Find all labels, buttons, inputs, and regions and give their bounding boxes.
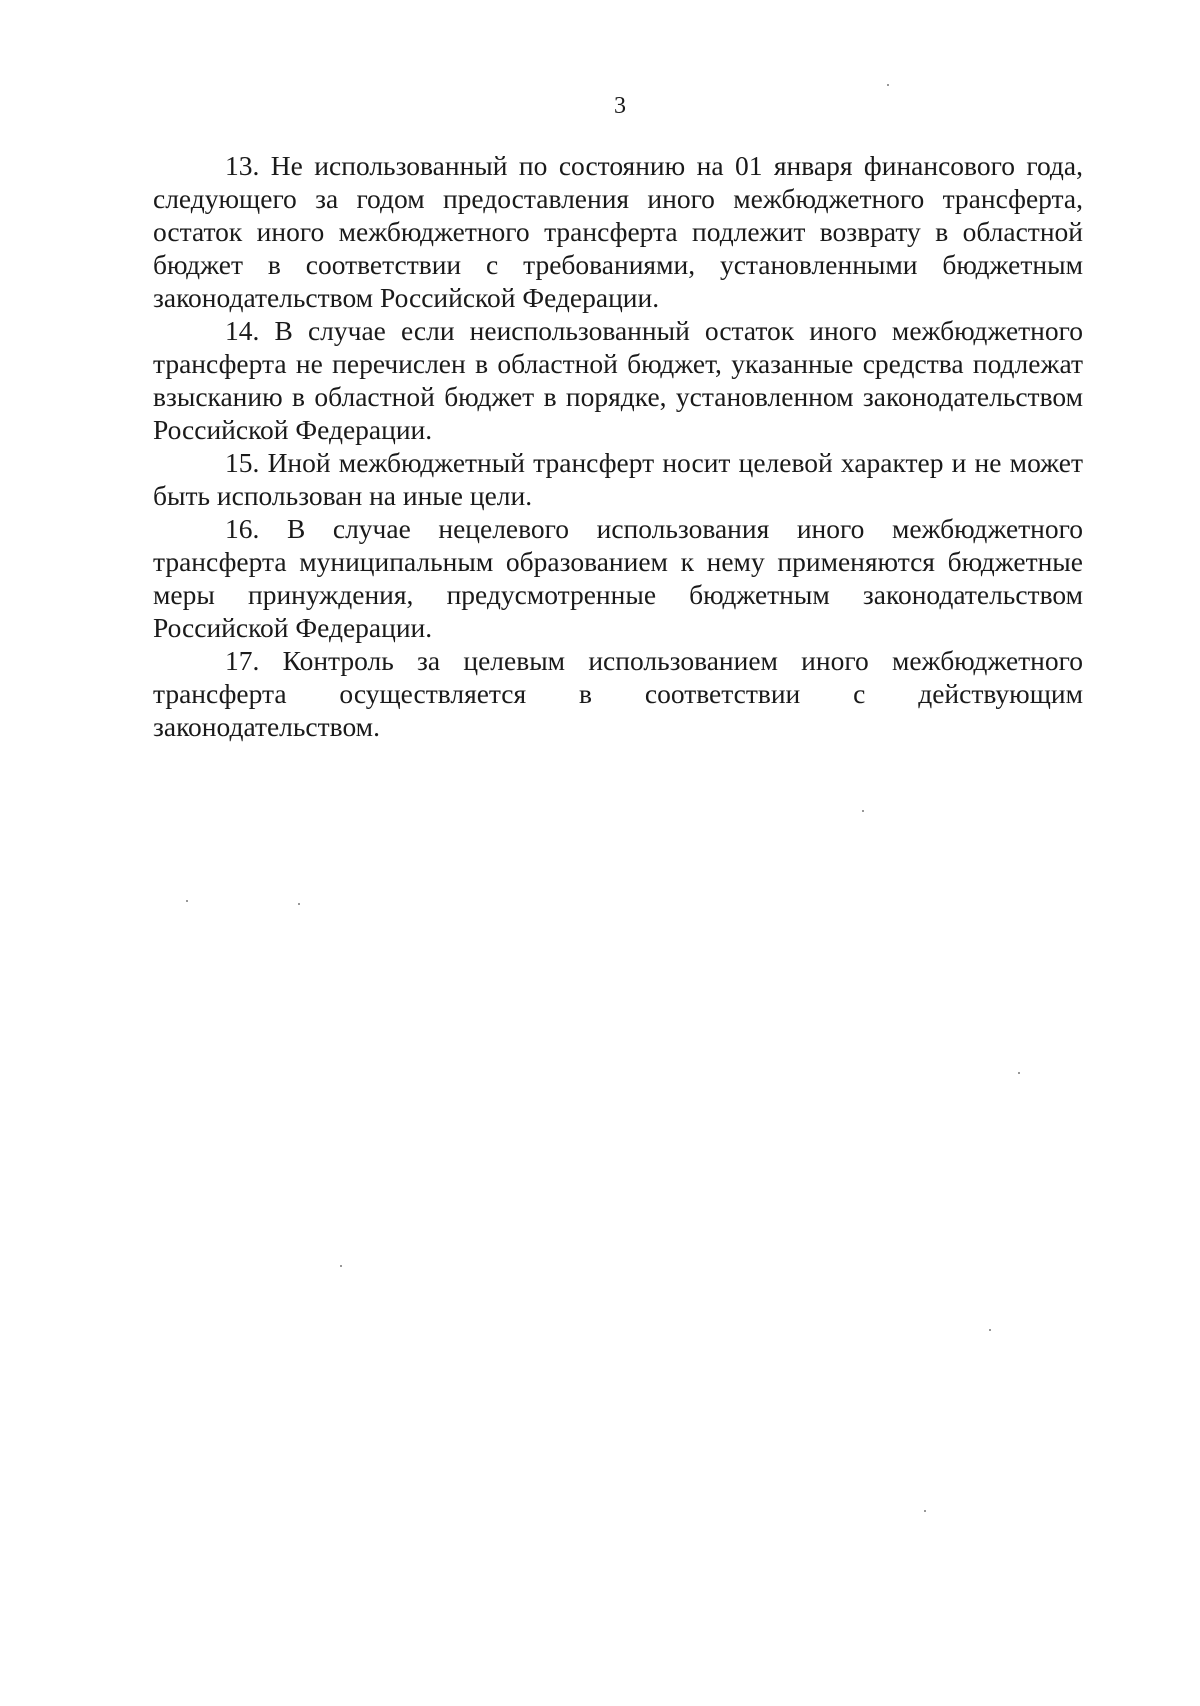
- paragraph-13: 13. Не использованный по состоянию на 01 января финансового года, следующего за годом предоставления иного межбюджетного трансферта, остаток иного межбюджетного трансферта подлежит возврату в областной бюджет в соответствии с требованиями, установленными бюджетным законодательством Российской Федерации.: [153, 150, 1083, 313]
- scan-speck: [340, 1265, 342, 1267]
- paragraph-16: 16. В случае нецелевого использования иного межбюджетного трансферта муниципальным образованием к нему применяются бюджетные меры принуждения, предусмотренные бюджетным законодательством Российской Федерации.: [153, 513, 1083, 643]
- scan-speck: [298, 903, 300, 905]
- page-number: 3: [614, 93, 626, 119]
- scan-speck: [924, 1510, 926, 1512]
- scan-speck: [887, 84, 889, 86]
- document-body: [153, 149, 1083, 743]
- scan-speck: [1018, 1072, 1020, 1074]
- scan-speck: [186, 900, 188, 902]
- paragraph-14: 14. В случае если неиспользованный остаток иного межбюджетного трансферта не перечислен в областной бюджет, указанные средства подлежат взысканию в областной бюджет в порядке, установленном законодательством Российской Федерации.: [153, 315, 1083, 445]
- scan-speck: [989, 1329, 991, 1331]
- paragraph-17: 17. Контроль за целевым использованием иного межбюджетного трансферта осуществляется в соответствии с действующим законодательством.: [153, 645, 1083, 742]
- scan-speck: [862, 810, 864, 812]
- paragraph-15: 15. Иной межбюджетный трансферт носит целевой характер и не может быть использован на иные цели.: [153, 447, 1083, 511]
